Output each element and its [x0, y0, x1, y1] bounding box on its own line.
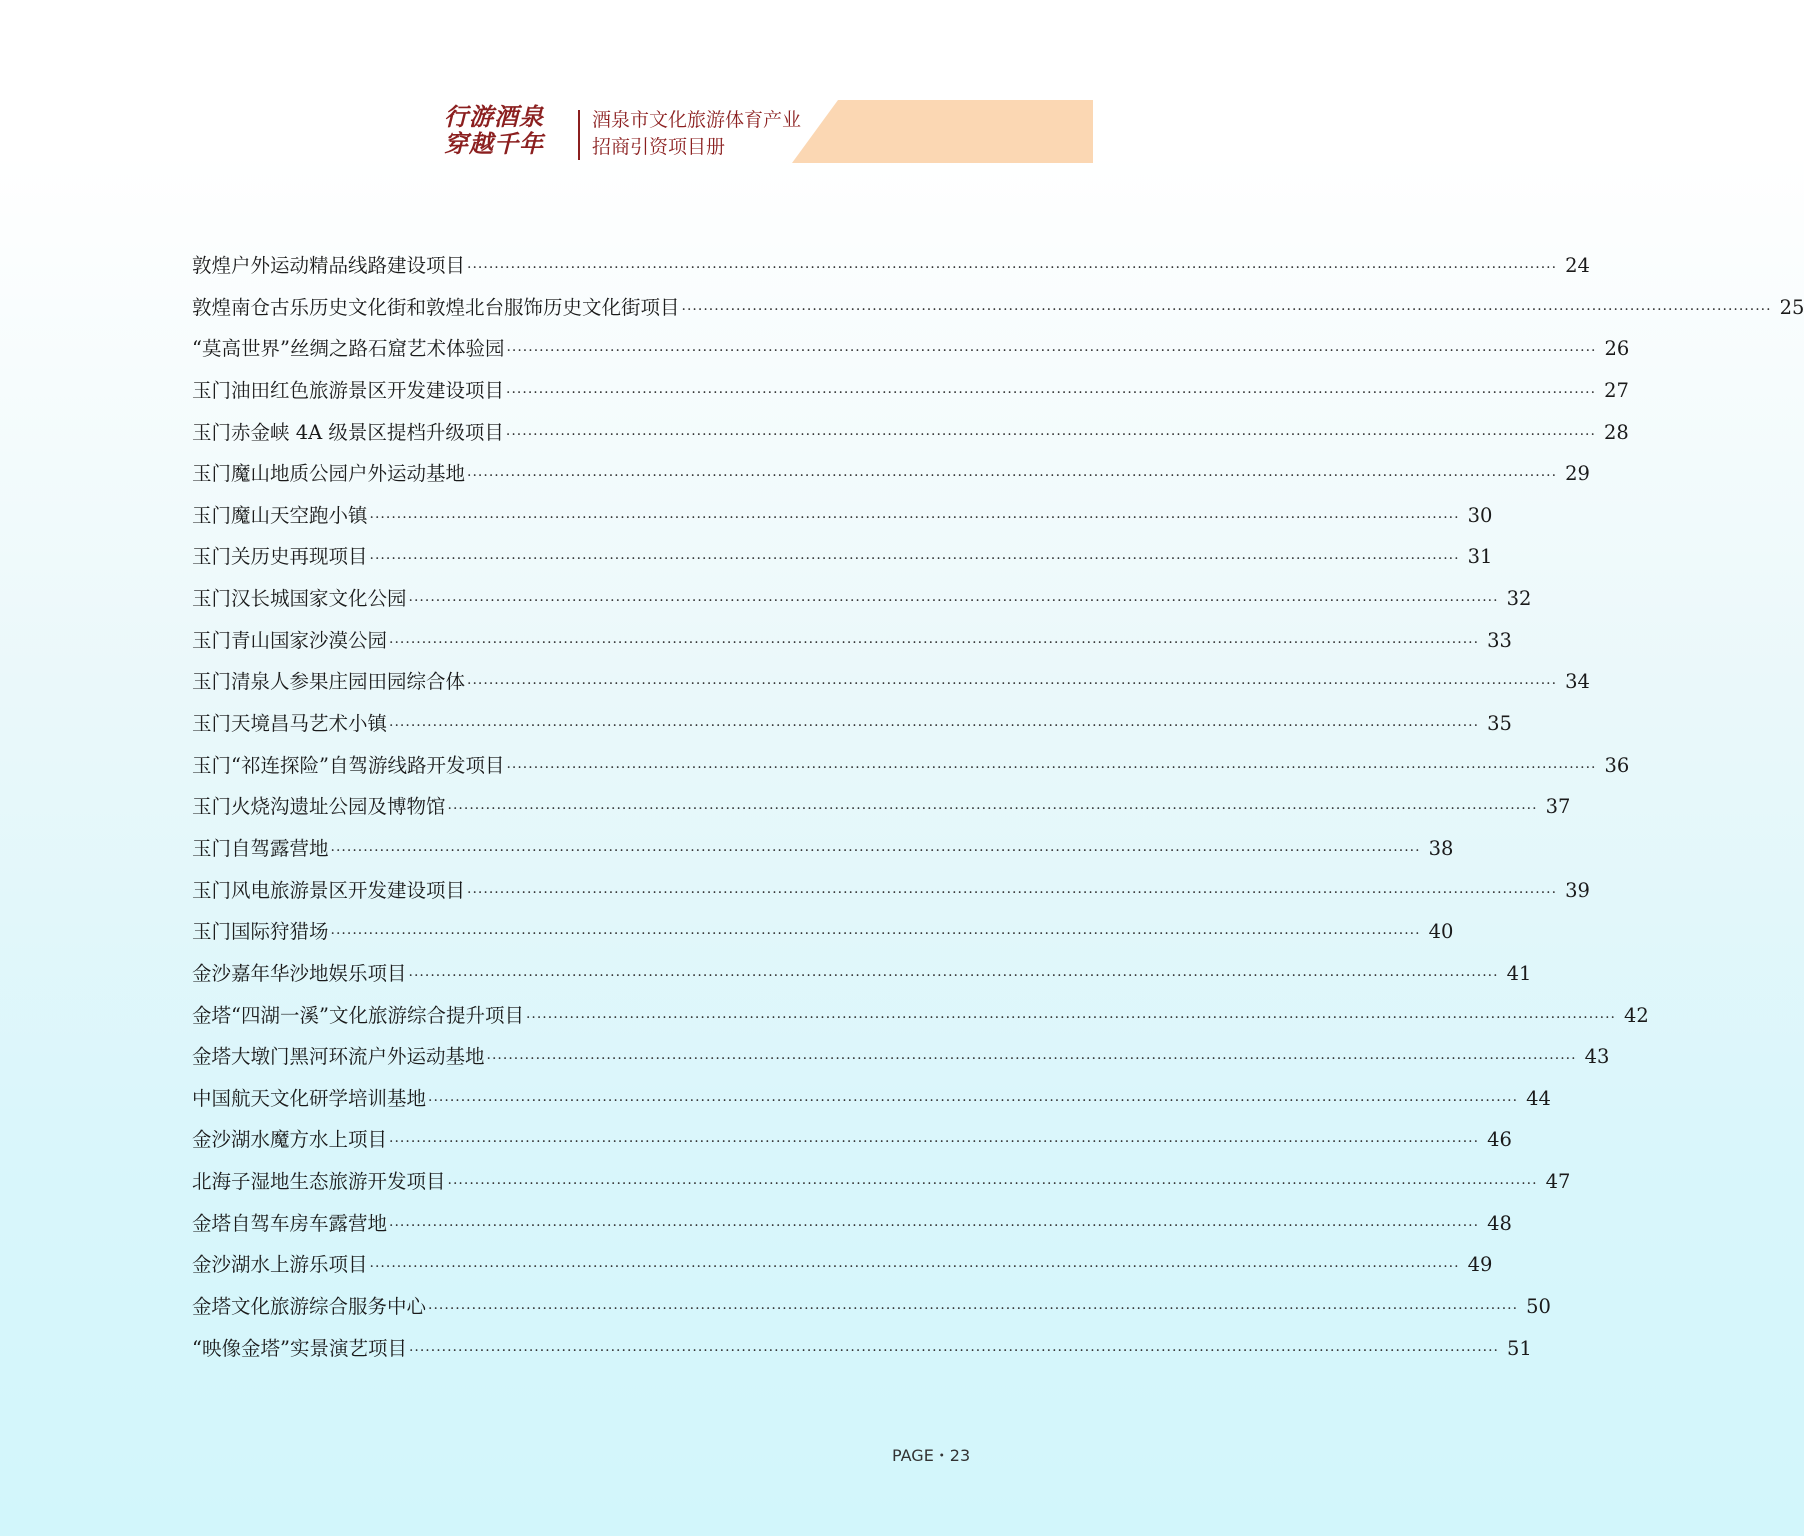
document-title-line-1: 酒泉市文化旅游体育产业 — [592, 109, 802, 131]
toc-entry[interactable] — [192, 745, 1630, 787]
toc-entry[interactable] — [192, 1161, 1571, 1203]
toc-entry[interactable] — [192, 828, 1454, 870]
toc-entry-title: 金沙湖水魔方水上项目 — [192, 1128, 388, 1152]
toc-dot-leader: ········································································································································································································ — [369, 509, 1460, 526]
toc-entry-title: 玉门油田红色旅游景区开发建设项目 — [192, 378, 505, 402]
toc-entry[interactable] — [192, 620, 1512, 662]
toc-entry-title: 中国航天文化研学培训基地 — [192, 1086, 427, 1110]
toc-dot-leader: ········································································································································································································ — [408, 967, 1499, 984]
toc-entry[interactable] — [192, 328, 1630, 370]
logo — [444, 104, 574, 164]
toc-dot-leader: ········································································································································································································ — [505, 426, 1596, 443]
toc-entry[interactable] — [192, 453, 1590, 495]
toc-entry-title: 玉门赤金峡 4A 级景区提档升级项目 — [192, 420, 504, 444]
logo-line-1: 行游酒泉 — [444, 103, 544, 131]
toc-entry[interactable] — [192, 412, 1629, 454]
document-title — [592, 107, 801, 161]
toc-entry-title: 玉门清泉人参果庄园田园综合体 — [192, 670, 466, 694]
toc-entry-title: 玉门火烧沟遗址公园及博物馆 — [192, 795, 446, 819]
toc-entry-page: 43 — [1584, 1045, 1610, 1069]
toc-entry-page: 42 — [1624, 1003, 1649, 1027]
toc-entry-page: 24 — [1565, 254, 1590, 277]
toc-dot-leader: ········································································································································································································ — [428, 1301, 1519, 1318]
toc-entry[interactable] — [192, 536, 1493, 578]
toc-entry[interactable] — [192, 995, 1649, 1037]
toc-dot-leader: ········································································································································································································ — [506, 343, 1597, 360]
table-of-contents — [192, 245, 1804, 1369]
toc-entry-title: 金沙嘉年华沙地娱乐项目 — [192, 961, 407, 985]
toc-entry[interactable] — [192, 953, 1532, 995]
toc-entry-page: 34 — [1565, 670, 1590, 694]
toc-entry[interactable] — [192, 1036, 1610, 1078]
toc-entry-title: 敦煌南仓古乐历史文化街和敦煌北台服饰历史文化街项目 — [192, 295, 680, 319]
toc-entry[interactable] — [192, 1119, 1512, 1161]
toc-dot-leader: ········································································································································································································ — [681, 301, 1772, 318]
header-corner-shape — [0, 0, 1093, 200]
toc-entry-title: 敦煌户外运动精品线路建设项目 — [192, 254, 466, 277]
toc-entry-page: 40 — [1428, 920, 1454, 944]
toc-entry[interactable] — [192, 870, 1590, 912]
toc-entry-title: 玉门国际狩猎场 — [192, 920, 329, 944]
toc-dot-leader: ········································································································································································································ — [330, 842, 1421, 859]
toc-dot-leader: ········································································································································································································ — [467, 676, 1558, 693]
toc-dot-leader: ········································································································································································································ — [330, 926, 1421, 943]
toc-dot-leader: ········································································································································································································ — [467, 468, 1558, 485]
toc-dot-leader: ········································································································································································································ — [447, 801, 1538, 818]
toc-entry-page: 47 — [1545, 1170, 1571, 1194]
toc-entry[interactable] — [192, 1244, 1493, 1286]
toc-entry-title: 北海子湿地生态旅游开发项目 — [192, 1170, 446, 1194]
toc-entry-page: 36 — [1604, 753, 1630, 777]
toc-entry-title: 玉门魔山天空跑小镇 — [192, 503, 368, 527]
toc-entry-title: 玉门自驾露营地 — [192, 836, 329, 860]
toc-entry-page: 39 — [1565, 878, 1590, 902]
page-header — [0, 0, 1093, 200]
toc-entry-title: 金塔文化旅游综合服务中心 — [192, 1295, 427, 1319]
toc-entry-page: 38 — [1428, 836, 1454, 860]
toc-entry-page: 41 — [1506, 961, 1532, 985]
toc-entry[interactable] — [192, 287, 1804, 329]
document-title-line-2: 招商引资项目册 — [592, 136, 726, 158]
toc-entry-title: 金塔自驾车房车露营地 — [192, 1211, 388, 1235]
toc-entry-title: 玉门魔山地质公园户外运动基地 — [192, 462, 466, 486]
toc-entry-title: 玉门风电旅游景区开发建设项目 — [192, 878, 466, 902]
toc-entry-page: 26 — [1604, 337, 1630, 361]
toc-entry-page: 35 — [1487, 712, 1512, 736]
toc-entry-title: 玉门“祁连探险”自驾游线路开发项目 — [192, 753, 505, 777]
header-divider — [578, 110, 580, 160]
toc-entry[interactable] — [192, 703, 1512, 745]
toc-entry-title: 玉门关历史再现项目 — [192, 545, 368, 569]
toc-dot-leader: ········································································································································································································ — [408, 593, 1499, 610]
toc-dot-leader: ········································································································································································································ — [486, 1051, 1577, 1068]
toc-entry[interactable] — [192, 1286, 1551, 1328]
toc-dot-leader: ········································································································································································································ — [506, 759, 1597, 776]
toc-entry-page: 30 — [1467, 503, 1493, 527]
toc-dot-leader: ········································································································································································································ — [467, 884, 1558, 901]
toc-entry-title: 金沙湖水上游乐项目 — [192, 1253, 368, 1277]
toc-dot-leader: ········································································································································································································ — [506, 384, 1597, 401]
toc-entry-page: 28 — [1603, 420, 1629, 444]
toc-entry-page: 49 — [1467, 1253, 1493, 1277]
toc-entry-title: “映像金塔”实景演艺项目 — [192, 1336, 407, 1360]
toc-entry-page: 31 — [1467, 545, 1493, 569]
toc-entry[interactable] — [192, 245, 1590, 287]
toc-entry-page: 27 — [1604, 378, 1629, 402]
toc-entry-page: 29 — [1565, 462, 1590, 486]
toc-dot-leader: ········································································································································································································ — [369, 551, 1460, 568]
toc-dot-leader: ········································································································································································································ — [369, 1259, 1460, 1276]
toc-entry-title: 金塔“四湖一溪”文化旅游综合提升项目 — [192, 1003, 524, 1027]
toc-entry-page: 32 — [1506, 587, 1532, 611]
toc-entry-page: 50 — [1526, 1295, 1551, 1319]
page-number: PAGE・23 — [892, 1446, 971, 1465]
toc-entry-page: 44 — [1526, 1086, 1551, 1110]
toc-dot-leader: ········································································································································································································ — [389, 718, 1480, 735]
logo-line-2: 穿越千年 — [444, 130, 544, 158]
toc-dot-leader: ········································································································································································································ — [428, 1092, 1519, 1109]
toc-entry[interactable] — [192, 1203, 1512, 1245]
toc-entry[interactable] — [192, 1328, 1532, 1370]
toc-entry-page: 33 — [1487, 628, 1512, 652]
toc-dot-leader: ········································································································································································································ — [408, 1342, 1499, 1359]
toc-dot-leader: ········································································································································································································ — [389, 1217, 1480, 1234]
toc-dot-leader: ········································································································································································································ — [525, 1009, 1616, 1026]
toc-entry-title: 玉门汉长城国家文化公园 — [192, 587, 407, 611]
toc-dot-leader: ········································································································································································································ — [389, 1134, 1480, 1151]
toc-entry-page: 25 — [1779, 295, 1804, 319]
toc-dot-leader: ········································································································································································································ — [467, 260, 1558, 276]
toc-entry-title: 玉门天境昌马艺术小镇 — [192, 712, 388, 736]
toc-entry-title: 金塔大墩门黑河环流户外运动基地 — [192, 1045, 485, 1069]
toc-dot-leader: ········································································································································································································ — [389, 634, 1480, 651]
toc-entry-page: 51 — [1507, 1336, 1532, 1360]
toc-entry[interactable] — [192, 661, 1590, 703]
toc-entry-title: 玉门青山国家沙漠公园 — [192, 628, 388, 652]
toc-entry[interactable] — [192, 578, 1532, 620]
toc-entry[interactable] — [192, 786, 1571, 828]
toc-dot-leader: ········································································································································································································ — [447, 1176, 1538, 1193]
toc-entry[interactable] — [192, 495, 1493, 537]
toc-entry-page: 48 — [1487, 1211, 1512, 1235]
toc-entry[interactable] — [192, 1078, 1551, 1120]
toc-entry-page: 37 — [1545, 795, 1571, 819]
toc-entry[interactable] — [192, 911, 1454, 953]
toc-entry[interactable] — [192, 370, 1629, 412]
toc-entry-title: “莫高世界”丝绸之路石窟艺术体验园 — [192, 337, 505, 361]
toc-entry-page: 46 — [1487, 1128, 1512, 1152]
